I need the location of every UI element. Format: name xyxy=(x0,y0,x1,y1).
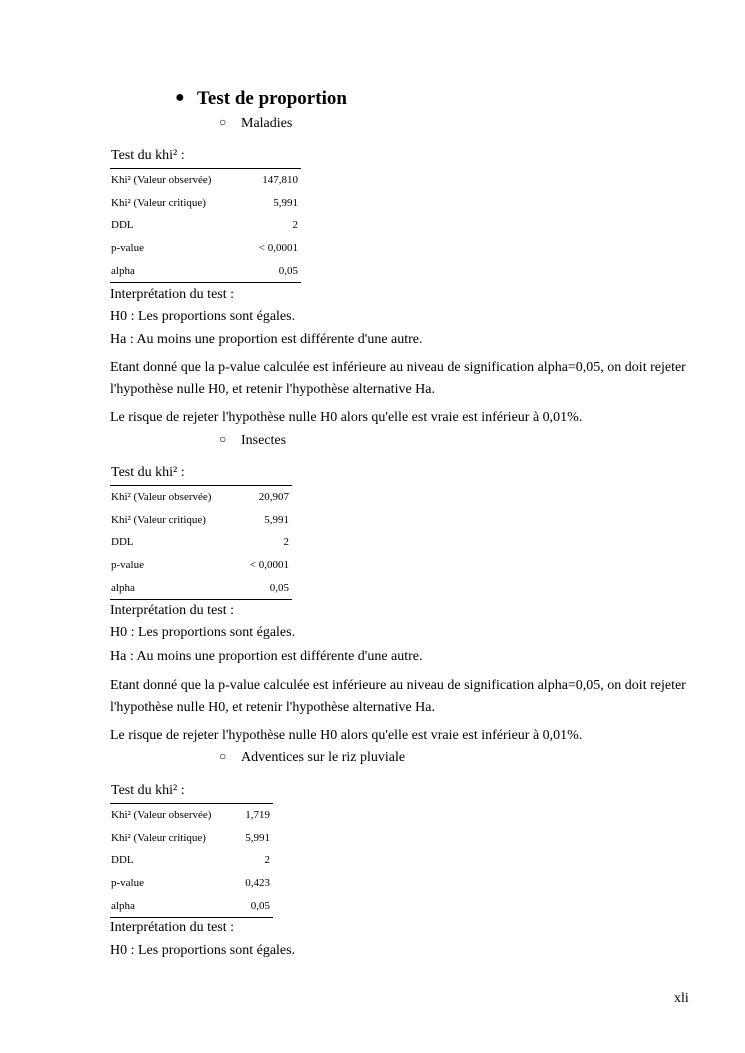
row-value: 20,907 xyxy=(238,486,292,509)
table-row xyxy=(110,827,273,850)
row-value: 5,991 xyxy=(245,831,270,844)
table-caption: Test du khi² : xyxy=(111,465,185,480)
h0-text: H0 : Les proportions sont égales. xyxy=(110,309,296,324)
row-value: 147,810 xyxy=(244,169,301,192)
table-row xyxy=(110,849,273,872)
row-label: DDL xyxy=(111,219,134,232)
table-row xyxy=(110,192,301,215)
row-value: 5,991 xyxy=(264,513,289,526)
row-value: 2 xyxy=(264,854,270,867)
interpretation-heading: Interprétation du test : xyxy=(110,287,235,302)
table-row xyxy=(110,894,273,917)
risk-text: Le risque de rejeter l'hypothèse nulle H0 alors qu'elle est vraie est inférieur à 0,01%. xyxy=(110,728,583,743)
row-value: 0,05 xyxy=(244,259,301,282)
subsection-title xyxy=(219,433,286,449)
table-caption: Test du khi² : xyxy=(111,148,185,163)
table-row xyxy=(110,169,301,192)
subsection-title-text: Maladies xyxy=(241,116,293,131)
section-heading-text: Test de proportion xyxy=(197,88,347,109)
row-label: alpha xyxy=(110,576,238,599)
khi2-table xyxy=(110,148,301,283)
page-number: xli xyxy=(674,991,689,1006)
khi2-table xyxy=(110,465,292,600)
circle-bullet-icon: ○ xyxy=(219,115,227,129)
subsection-title xyxy=(219,116,292,132)
h0-text: H0 : Les proportions sont égales. xyxy=(110,943,296,958)
row-value: 0,05 xyxy=(238,576,292,599)
circle-bullet-icon: ○ xyxy=(219,432,227,446)
row-value: < 0,0001 xyxy=(249,559,289,572)
table-row xyxy=(110,509,292,532)
row-label: DDL xyxy=(111,536,134,549)
row-label: p-value xyxy=(111,559,144,572)
table-caption: Test du khi² : xyxy=(111,783,185,798)
table-row xyxy=(110,531,292,554)
table-row xyxy=(110,214,301,237)
table-row xyxy=(110,259,301,282)
h0-text: H0 : Les proportions sont égales. xyxy=(110,625,296,640)
interpretation-heading: Interprétation du test : xyxy=(110,920,235,935)
row-value: 2 xyxy=(292,219,298,232)
ha-text: Ha : Au moins une proportion est différente d'une autre. xyxy=(110,649,423,664)
row-label: alpha xyxy=(110,894,237,917)
table-row xyxy=(110,554,292,577)
row-label: Khi² (Valeur critique) xyxy=(111,831,206,844)
row-label: Khi² (Valeur observée) xyxy=(110,486,238,509)
table-row xyxy=(110,872,273,895)
row-label: Khi² (Valeur critique) xyxy=(111,513,206,526)
row-value: 2 xyxy=(283,536,289,549)
row-value: 5,991 xyxy=(273,196,298,209)
row-value: < 0,0001 xyxy=(258,242,298,255)
row-label: p-value xyxy=(111,242,144,255)
row-label: alpha xyxy=(110,259,244,282)
interpretation-heading: Interprétation du test : xyxy=(110,603,235,618)
table-row xyxy=(110,237,301,260)
subsection-title xyxy=(219,750,405,766)
table-row xyxy=(110,576,292,599)
subsection-title-text: Adventices sur le riz pluviale xyxy=(241,750,406,765)
row-label: Khi² (Valeur observée) xyxy=(110,169,244,192)
conclusion-paragraph: Etant donné que la p-value calculée est inférieure au niveau de signification alpha=0,05, on doit rejeter l'hypothèse nulle H0, et retenir l'hypothèse alternative Ha. xyxy=(110,360,686,397)
row-label: Khi² (Valeur observée) xyxy=(110,804,237,827)
khi2-table xyxy=(110,783,273,918)
table-row xyxy=(110,486,292,509)
subsection-title-text: Insectes xyxy=(241,433,287,448)
row-label: p-value xyxy=(111,877,144,890)
conclusion-paragraph: Etant donné que la p-value calculée est inférieure au niveau de signification alpha=0,05, on doit rejeter l'hypothèse nulle H0, et retenir l'hypothèse alternative Ha. xyxy=(110,678,686,715)
table-row xyxy=(110,804,273,827)
section-heading xyxy=(175,88,347,110)
row-label: Khi² (Valeur critique) xyxy=(111,196,206,209)
risk-text: Le risque de rejeter l'hypothèse nulle H0 alors qu'elle est vraie est inférieur à 0,01%. xyxy=(110,410,583,425)
ha-text: Ha : Au moins une proportion est différente d'une autre. xyxy=(110,332,423,347)
row-value: 1,719 xyxy=(237,804,273,827)
circle-bullet-icon: ○ xyxy=(219,749,227,763)
bullet-icon: ● xyxy=(175,89,185,106)
row-value: 0,05 xyxy=(237,894,273,917)
row-label: DDL xyxy=(111,854,134,867)
row-value: 0,423 xyxy=(245,877,270,890)
